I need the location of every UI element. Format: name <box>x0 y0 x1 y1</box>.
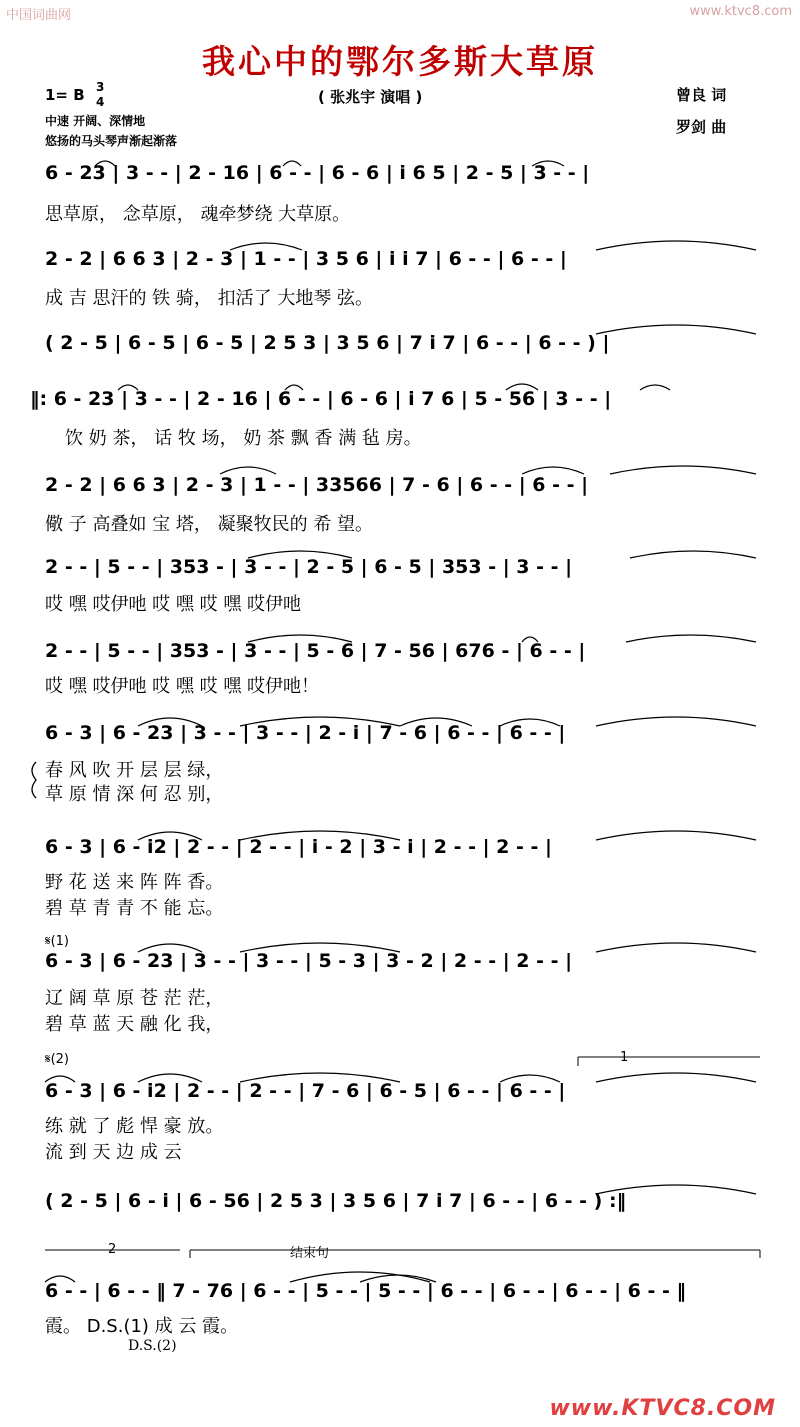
lyricist-credit: 曾良 词 <box>676 86 727 104</box>
volta-2-label: 2 <box>108 1242 117 1257</box>
score-line-1-notes: 6 - 23 | 3 - - | 2 - 16 | 6 - - | 6 - 6 | i 6 5 | 2 - 5 | 3 - - | <box>45 162 590 184</box>
intro-note: 悠扬的马头琴声渐起渐落 <box>45 134 178 148</box>
time-signature-top: 3 <box>96 80 105 94</box>
score-line-11-lyric-verse-2: 流 到 天 边 成 云 <box>45 1142 182 1163</box>
score-line-13-lyric: 霞。 D.S.(1) 成 云 霞。 <box>45 1316 239 1337</box>
score-line-9-notes: 6 - 3 | 6 - i2 | 2 - - | 2 - - | i - 2 | 3 - i | 2 - - | 2 - - | <box>45 836 552 858</box>
key-signature: 1= B <box>45 86 85 104</box>
score-line-10-lyric-verse-1: 辽 阔 草 原 苍 茫 茫， <box>45 988 224 1009</box>
score-line-2-notes: 2 - 2 | 6 6 3 | 2 - 3 | 1 - - | 3 5 6 | i i 7 | 6 - - | 6 - - | <box>45 248 567 270</box>
score-line-11-notes: 6 - 3 | 6 - i2 | 2 - - | 2 - - | 7 - 6 | 6 - 5 | 6 - - | 6 - - | <box>45 1080 566 1102</box>
tempo-marking: 中速 开阔、深情地 <box>45 114 146 128</box>
score-line-7-lyric: 哎 嘿 哎伊吔 哎 嘿 哎 嘿 哎伊吔！ <box>45 676 320 697</box>
score-line-5-lyric: 儆 子 高叠如 宝 塔， 凝聚牧民的 希 望。 <box>45 514 374 535</box>
score-line-11-lyric-verse-1: 练 就 了 彪 悍 豪 放。 <box>45 1116 224 1137</box>
ending-phrase-label: 结束句 <box>290 1246 330 1261</box>
singer-credit: ( 张兆宇 演唱 ) <box>318 88 423 106</box>
score-line-8-notes: 6 - 3 | 6 - 23 | 3 - - | 3 - - | 2 - i | 7 - 6 | 6 - - | 6 - - | <box>45 722 566 744</box>
score-line-7-notes: 2 - - | 5 - - | 353 - | 3 - - | 5 - 6 | 7 - 56 | 676 - | 6 - - | <box>45 640 586 662</box>
score-line-4-notes: ‖: 6 - 23 | 3 - - | 2 - 16 | 6 - - | 6 - 6 | i 7 6 | 5 - 56 | 3 - - | <box>30 388 612 410</box>
score-line-6-notes: 2 - - | 5 - - | 353 - | 3 - - | 2 - 5 | 6 - 5 | 353 - | 3 - - | <box>45 556 573 578</box>
song-title: 我心中的鄂尔多斯大草原 <box>202 42 598 81</box>
dal-segno-2: D.S.(2) <box>128 1338 177 1354</box>
site-watermark-top-right[interactable]: www.ktvc8.com <box>689 4 792 19</box>
score-line-13-notes: 6 - - | 6 - - ‖ 7 - 76 | 6 - - | 5 - - | 5 - - | 6 - - | 6 - - | 6 - - | 6 - - ‖ <box>45 1280 686 1302</box>
score-line-1-lyric: 思草原， 念草原， 魂牵梦绕 大草原。 <box>45 204 351 225</box>
score-line-10-notes: 6 - 3 | 6 - 23 | 3 - - | 3 - - | 5 - 3 | 3 - 2 | 2 - - | 2 - - | <box>45 950 573 972</box>
score-line-2-lyric: 成 吉 思汗的 铁 骑， 扣活了 大地琴 弦。 <box>45 288 374 309</box>
score-line-6-lyric: 哎 嘿 哎伊吔 哎 嘿 哎 嘿 哎伊吔 <box>45 594 302 615</box>
time-signature-bottom: 4 <box>96 95 105 109</box>
segno-mark-1: 𝄋(1) <box>45 934 70 949</box>
score-line-10-lyric-verse-2: 碧 草 蓝 天 融 化 我， <box>45 1014 224 1035</box>
score-line-3-notes: ( 2 - 5 | 6 - 5 | 6 - 5 | 2 5 3 | 3 5 6 | 7 i 7 | 6 - - | 6 - - ) | <box>45 332 610 354</box>
score-line-9-lyric-verse-1: 野 花 送 来 阵 阵 香。 <box>45 872 224 893</box>
score-line-5-notes: 2 - 2 | 6 6 3 | 2 - 3 | 1 - - | 33566 | 7 - 6 | 6 - - | 6 - - | <box>45 474 589 496</box>
score-line-8-lyric-verse-1: 春 风 吹 开 层 层 绿， <box>45 760 224 781</box>
volta-1-label: 1 <box>620 1050 629 1065</box>
score-line-9-lyric-verse-2: 碧 草 青 青 不 能 忘。 <box>45 898 224 919</box>
score-line-8-lyric-verse-2: 草 原 情 深 何 忍 别， <box>45 784 224 805</box>
segno-mark-2: 𝄋(2) <box>45 1052 70 1067</box>
score-line-12-notes: ( 2 - 5 | 6 - i | 6 - 56 | 2 5 3 | 3 5 6 | 7 i 7 | 6 - - | 6 - - ) :‖ <box>45 1190 627 1212</box>
score-line-4-lyric: 饮 奶 茶， 话 牧 场， 奶 茶 飘 香 满 毡 房。 <box>65 428 422 449</box>
composer-credit: 罗剑 曲 <box>676 118 727 136</box>
site-watermark-top-left[interactable]: 中国词曲网 <box>6 8 72 23</box>
site-watermark-bottom[interactable]: www.KTVC8.COM <box>549 1396 776 1421</box>
